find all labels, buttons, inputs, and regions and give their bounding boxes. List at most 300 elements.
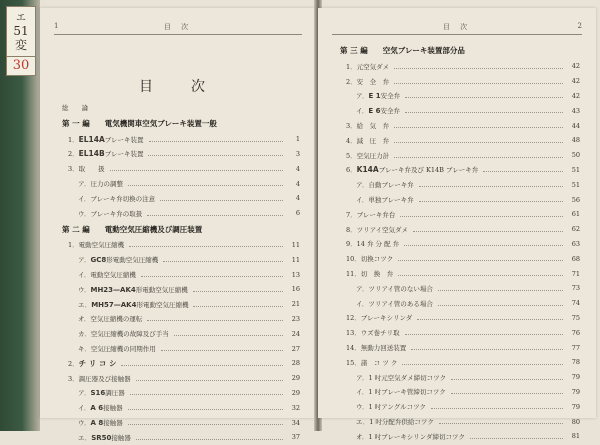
toc-entry-text: 単独ブレーキ弁	[368, 196, 414, 205]
toc-entry-label	[62, 135, 146, 144]
left-toc-list	[62, 100, 300, 445]
toc-entry-label	[62, 374, 133, 383]
toc-entry	[62, 430, 300, 445]
toc-page-number: 13	[291, 270, 300, 279]
leader-dots	[121, 365, 283, 366]
leader-dots	[128, 424, 283, 425]
toc-entry-label	[62, 433, 133, 442]
toc-entry-strong: GC8	[90, 256, 107, 265]
toc-entry-text: 形電動空気圧縮機	[136, 300, 189, 309]
toc-entry-label	[62, 149, 145, 158]
toc-entry-label	[340, 387, 448, 396]
toc-entry-number: ウ．	[78, 419, 91, 428]
left-page-number: 1	[54, 22, 59, 30]
toc-page-number: 24	[291, 329, 300, 338]
toc-entry-text: 減 圧 弁	[356, 136, 390, 145]
toc-entry-label	[62, 344, 158, 353]
leader-dots	[431, 408, 563, 409]
label-number: 30	[7, 56, 35, 73]
leader-dots	[161, 350, 283, 351]
toc-entry-label	[340, 328, 402, 337]
toc-page-number: 51	[571, 165, 580, 174]
toc-entry	[340, 340, 580, 355]
toc-entry	[340, 89, 580, 104]
toc-entry	[340, 311, 580, 326]
toc-page-number: 34	[291, 418, 300, 427]
toc-entry	[340, 429, 580, 444]
toc-entry-text: 元空気ダメ	[356, 62, 390, 71]
toc-entry-number: 3．	[68, 374, 79, 383]
toc-entry-number: イ．	[78, 194, 91, 203]
toc-entry	[62, 312, 300, 327]
toc-entry	[62, 252, 300, 267]
toc-entry-strong: チ リ コ シ	[78, 358, 117, 368]
toc-entry	[340, 385, 580, 400]
toc-entry-text: 調圧器及び接触器	[78, 374, 131, 383]
toc-page-number: 76	[571, 328, 580, 337]
toc-entry-text: 14 弁 分 配 弁	[356, 240, 400, 249]
right-toc-list	[340, 42, 580, 444]
toc-entry	[340, 414, 580, 429]
leader-dots	[394, 83, 563, 84]
toc-entry	[340, 237, 580, 252]
toc-page-number: 37	[291, 433, 300, 442]
toc-page-number: 42	[571, 62, 580, 71]
toc-entry-number: イ．	[356, 388, 369, 397]
toc-entry	[340, 74, 580, 89]
toc-entry-text: 安全弁	[380, 92, 401, 101]
right-page-header	[332, 22, 582, 35]
toc-entry-text: 切 換 弁	[360, 270, 394, 279]
toc-page-number: 68	[571, 254, 580, 263]
toc-entry	[62, 147, 300, 162]
toc-entry-number: 15．	[346, 358, 361, 367]
toc-entry-text: 安全弁	[380, 107, 401, 116]
toc-entry-strong: A 8	[90, 419, 104, 428]
toc-entry-label	[62, 164, 107, 173]
leader-dots	[417, 319, 563, 320]
toc-entry-number: 7．	[346, 210, 357, 219]
toc-entry-text: 自動ブレーキ弁	[368, 181, 414, 190]
leader-dots	[136, 439, 283, 440]
toc-entry-label: 総 論	[62, 103, 88, 112]
toc-entry-text: 無動力回送装置	[360, 344, 407, 353]
toc-entry-label	[62, 314, 144, 323]
leader-dots	[174, 335, 283, 336]
toc-entry-label	[340, 195, 416, 204]
toc-entry-label	[340, 77, 391, 86]
toc-entry-label	[340, 358, 399, 367]
leader-dots	[438, 305, 563, 306]
toc-page-number: 73	[571, 284, 580, 293]
toc-entry-number: 6．	[346, 166, 357, 175]
toc-entry	[340, 59, 580, 74]
toc-entry	[340, 251, 580, 266]
toc-entry-label	[62, 329, 171, 338]
leader-dots	[130, 394, 283, 395]
toc-page-number: 28	[291, 359, 300, 368]
toc-entry-text: 圧力の調整	[90, 180, 123, 189]
leader-dots	[405, 97, 563, 98]
toc-entry-label	[340, 269, 395, 278]
toc-entry-label	[340, 121, 391, 130]
toc-entry-text: 取 扱	[78, 165, 105, 174]
toc-page-number: 43	[571, 106, 580, 115]
toc-entry	[62, 415, 300, 430]
toc-page-number: 75	[571, 313, 580, 322]
toc-entry-number: ア．	[356, 92, 369, 101]
leader-dots	[470, 438, 563, 439]
toc-entry	[340, 222, 580, 237]
toc-entry-number: エ．	[78, 433, 92, 442]
toc-entry-number: カ．	[78, 330, 91, 339]
toc-entry-text: 電動空気圧縮機	[90, 271, 136, 280]
toc-page-number: 42	[571, 77, 580, 86]
leader-dots	[128, 409, 283, 410]
toc-entry-number: 3．	[346, 122, 357, 131]
toc-entry-label	[340, 432, 467, 441]
toc-entry	[340, 355, 580, 370]
toc-entry-strong: SR50	[91, 433, 112, 442]
toc-page-number: 32	[291, 403, 300, 412]
toc-entry-text: ウズ巻チリ取	[360, 329, 400, 338]
toc-entry-number: ア．	[78, 180, 91, 189]
toc-page-number: 4	[295, 194, 300, 203]
leader-dots	[141, 276, 283, 277]
leader-dots	[129, 246, 283, 247]
toc-entry-number: 1．	[68, 241, 79, 250]
toc-entry-label	[340, 313, 414, 322]
toc-entry	[340, 118, 580, 133]
toc-entry-text: 形電動空気圧縮機	[106, 256, 159, 265]
leader-dots	[400, 216, 563, 217]
toc-entry	[62, 176, 300, 191]
toc-entry-text: 安 全 弁	[356, 77, 390, 86]
toc-page-number: 4	[295, 179, 300, 188]
toc-entry-label	[340, 373, 448, 382]
toc-entry-number: ア．	[356, 181, 369, 190]
toc-page-number: 71	[571, 269, 580, 278]
toc-page-number: 1	[295, 135, 300, 144]
toc-entry-label	[340, 106, 402, 115]
toc-entry-text: ツリアイ空気ダメ	[356, 225, 409, 234]
toc-entry-label	[340, 254, 395, 263]
toc-entry	[62, 297, 300, 312]
toc-page-number: 23	[291, 314, 300, 323]
toc-entry-number: 1．	[68, 135, 79, 144]
toc-entry-number: エ．	[78, 300, 92, 309]
toc-entry-label	[340, 180, 416, 189]
toc-entry-strong: MH23—AK4	[90, 285, 136, 294]
toc-entry-label	[340, 151, 391, 160]
leader-dots	[438, 290, 563, 291]
toc-entry-text: ブレーキシリンダ	[360, 314, 413, 323]
toc-page-number: 62	[571, 225, 580, 234]
toc-entry-number: ア．	[78, 389, 91, 398]
toc-page-number: 74	[571, 299, 580, 308]
toc-entry	[62, 161, 300, 176]
leader-dots	[147, 320, 283, 321]
toc-entry-number: ア．	[356, 373, 369, 382]
leader-dots	[404, 245, 563, 246]
toc-entry-number: オ．	[356, 432, 369, 441]
toc-entry-text: ブレーキ弁の取扱	[90, 209, 143, 218]
toc-entry-text: 切換コツク	[360, 255, 394, 264]
toc-entry-number: 12．	[346, 314, 361, 323]
toc-page-number: 61	[571, 210, 580, 219]
toc-entry	[62, 100, 300, 115]
toc-entry-label	[340, 239, 401, 248]
toc-entry	[62, 238, 300, 253]
toc-page-number: 48	[571, 136, 580, 145]
toc-entry-strong: E 6	[368, 107, 381, 116]
toc-page-number: 3	[295, 149, 300, 158]
left-page	[40, 8, 316, 442]
toc-page-number: 78	[571, 358, 580, 367]
toc-entry-strong: MH57—AK4	[91, 300, 137, 309]
toc-entry-label	[340, 299, 435, 308]
toc-entry-label	[62, 255, 160, 264]
leader-dots	[160, 200, 283, 201]
toc-entry	[62, 341, 300, 356]
toc-page-number: 11	[291, 255, 300, 264]
toc-page-number: 81	[571, 432, 580, 441]
toc-entry-label	[340, 284, 435, 293]
toc-entry-text: 1 吋分配弁供給コツク	[369, 418, 434, 427]
toc-title: 目 次	[139, 79, 217, 95]
leader-dots	[394, 142, 563, 143]
toc-entry-label	[62, 209, 144, 218]
toc-entry	[340, 399, 580, 414]
toc-entry-label	[340, 417, 436, 426]
toc-entry-strong: EL14B	[78, 149, 105, 159]
toc-entry-number: 14．	[346, 344, 361, 353]
leader-dots	[405, 334, 563, 335]
toc-page-number: 11	[291, 240, 300, 249]
toc-entry-number: 4．	[346, 136, 357, 145]
toc-entry-number: イ．	[78, 271, 91, 280]
toc-entry-number: 8．	[346, 225, 357, 234]
toc-entry-number: 3．	[68, 165, 79, 174]
library-call-label	[6, 6, 36, 76]
toc-entry	[62, 356, 300, 371]
toc-entry-label	[62, 285, 190, 294]
leader-dots	[136, 380, 283, 381]
toc-page-number: 63	[571, 239, 580, 248]
toc-entry-label	[340, 343, 408, 352]
toc-entry-text: 空気圧縮機の同期作用	[90, 345, 156, 354]
toc-entry-text: 電動空気圧縮機	[78, 241, 125, 250]
toc-entry-text: 1 吋ブレーキシリンダ締切コツク	[368, 432, 465, 441]
toc-entry-text: 1 吋ブレーキ管締切コツク	[368, 388, 446, 397]
toc-entry-number: 2．	[68, 359, 79, 368]
toc-entry-label	[340, 62, 391, 71]
toc-entry-number: 13．	[346, 329, 361, 338]
toc-entry-label	[62, 358, 118, 369]
toc-entry-number: 5．	[346, 151, 357, 160]
toc-entry-number: イ．	[356, 196, 369, 205]
toc-entry-text: 調圧器	[105, 389, 125, 398]
leader-dots	[394, 127, 563, 128]
toc-entry-number: ウ．	[78, 209, 91, 218]
toc-entry	[340, 148, 580, 163]
toc-entry-label	[62, 418, 125, 427]
leader-dots	[439, 423, 563, 424]
toc-page-number: 79	[571, 387, 580, 396]
toc-entry	[340, 281, 580, 296]
leader-dots	[483, 171, 563, 172]
toc-entry-label	[62, 270, 138, 279]
toc-entry	[62, 267, 300, 282]
toc-entry-number: 9．	[346, 240, 357, 249]
toc-entry-text: 接触器	[103, 419, 123, 428]
toc-entry-strong: S16	[90, 389, 106, 398]
toc-entry-label	[340, 225, 410, 234]
toc-entry-number: 2．	[346, 77, 357, 86]
toc-entry	[62, 400, 300, 415]
toc-entry-text: 形電動空気圧縮機	[135, 285, 188, 294]
leader-dots	[398, 275, 563, 276]
toc-entry	[340, 177, 580, 192]
leader-dots	[413, 231, 563, 232]
toc-entry-text: ブレーキ弁及び K14B ブレーキ弁	[378, 166, 479, 175]
toc-entry-label: 第 二 編 電動空気圧縮機及び調圧装置	[62, 224, 203, 234]
toc-entry-number: 1．	[346, 62, 357, 71]
toc-entry-number: イ．	[356, 107, 369, 116]
toc-section-heading	[340, 42, 580, 59]
toc-entry	[340, 163, 580, 178]
toc-entry-text: 空気圧力計	[356, 151, 390, 160]
toc-entry-text: 1 吋アングルコツク	[368, 403, 427, 412]
leader-dots	[149, 141, 283, 142]
toc-entry-strong: K14A	[356, 165, 379, 175]
toc-page-number: 44	[571, 121, 580, 130]
toc-page-number: 77	[571, 343, 580, 352]
right-page-number: 2	[577, 22, 582, 30]
toc-entry-number: ア．	[356, 284, 369, 293]
toc-entry-label: 第 三 編 空気ブレーキ装置部分品	[340, 46, 465, 55]
label-top-text: エ	[16, 13, 26, 24]
toc-entry-label	[340, 91, 402, 100]
toc-entry-number: オ．	[78, 315, 91, 324]
toc-entry	[62, 132, 300, 147]
toc-entry-number: ウ．	[356, 403, 369, 412]
leader-dots	[405, 112, 563, 113]
toc-entry	[340, 325, 580, 340]
toc-entry-text: 空気圧縮機の故障及び手当	[90, 330, 169, 339]
leader-dots	[193, 291, 283, 292]
toc-entry-label	[62, 179, 125, 188]
toc-entry-text: 接触器	[103, 404, 123, 413]
toc-entry	[62, 386, 300, 401]
toc-section-heading	[62, 221, 300, 238]
toc-entry	[340, 296, 580, 311]
leader-dots	[394, 68, 563, 69]
toc-entry-label	[62, 194, 157, 203]
toc-entry	[62, 206, 300, 221]
toc-page-number: 79	[571, 373, 580, 382]
toc-entry-text: 1 吋元空気ダメ締切コツク	[368, 373, 447, 382]
right-page	[318, 8, 596, 441]
leader-dots	[402, 364, 563, 365]
toc-entry-number: 10．	[346, 255, 361, 264]
toc-entry-label	[340, 402, 428, 411]
toc-page-number: 16	[291, 285, 300, 294]
toc-entry-label: 第 一 編 電気機関車空気ブレーキ装置一般	[62, 118, 217, 128]
toc-entry-text: 諸 コ ツ ク	[360, 358, 398, 367]
toc-entry-label	[62, 403, 125, 412]
toc-entry-label	[340, 210, 397, 219]
toc-entry-text: ブレーキ装置	[104, 135, 144, 144]
toc-entry	[340, 207, 580, 222]
toc-entry-text: ブレーキ弁台	[356, 210, 396, 219]
toc-page-number: 29	[291, 388, 300, 397]
toc-entry	[340, 192, 580, 207]
toc-entry-number: 2．	[68, 150, 79, 159]
toc-entry	[62, 282, 300, 297]
toc-entry	[62, 191, 300, 206]
toc-page-number: 4	[295, 164, 300, 173]
toc-page-number: 21	[291, 300, 300, 309]
toc-entry-label	[340, 165, 480, 174]
toc-entry-strong: EL14A	[78, 134, 105, 144]
toc-page-number: 27	[291, 344, 300, 353]
toc-entry	[340, 370, 580, 385]
toc-entry-number: 11．	[346, 270, 361, 279]
leader-dots	[451, 393, 563, 394]
leader-dots	[148, 155, 283, 156]
left-running-title: 目 次	[163, 23, 193, 31]
toc-entry	[62, 326, 300, 341]
toc-page-number: 80	[571, 417, 580, 426]
toc-entry-number: ア．	[78, 256, 91, 265]
toc-entry-number: イ．	[78, 404, 91, 413]
toc-page-number: 29	[291, 374, 300, 383]
toc-entry	[62, 371, 300, 386]
toc-entry-number: キ．	[78, 345, 91, 354]
toc-entry-text: ブレーキ装置	[104, 150, 144, 159]
toc-entry-number: イ．	[356, 299, 369, 308]
toc-section-heading	[62, 115, 300, 132]
toc-page-number: 42	[571, 91, 580, 100]
toc-entry	[340, 133, 580, 148]
toc-entry-number: ウ．	[78, 285, 91, 294]
toc-page-number: 56	[571, 195, 580, 204]
leader-dots	[110, 170, 283, 171]
leader-dots	[163, 261, 283, 262]
toc-entry-label	[62, 388, 127, 397]
toc-entry-text: ツリアイ管のない場合	[368, 284, 433, 293]
leader-dots	[193, 306, 283, 307]
leader-dots	[419, 186, 563, 187]
toc-entry	[340, 266, 580, 281]
toc-page-number: 50	[571, 151, 580, 160]
toc-entry-label	[340, 136, 391, 145]
toc-entry-label	[62, 240, 126, 249]
leader-dots	[147, 215, 283, 216]
toc-entry-label	[62, 300, 190, 309]
toc-entry	[340, 103, 580, 118]
label-mid-text: 51 変	[13, 24, 29, 52]
left-page-header	[54, 22, 302, 35]
leader-dots	[411, 349, 563, 350]
leader-dots	[419, 201, 563, 202]
toc-page-number: 6	[295, 209, 300, 218]
right-running-title: 目 次	[442, 23, 472, 31]
toc-entry-strong: A 6	[90, 404, 104, 413]
toc-entry-strong: E 1	[368, 92, 381, 101]
leader-dots	[451, 379, 563, 380]
